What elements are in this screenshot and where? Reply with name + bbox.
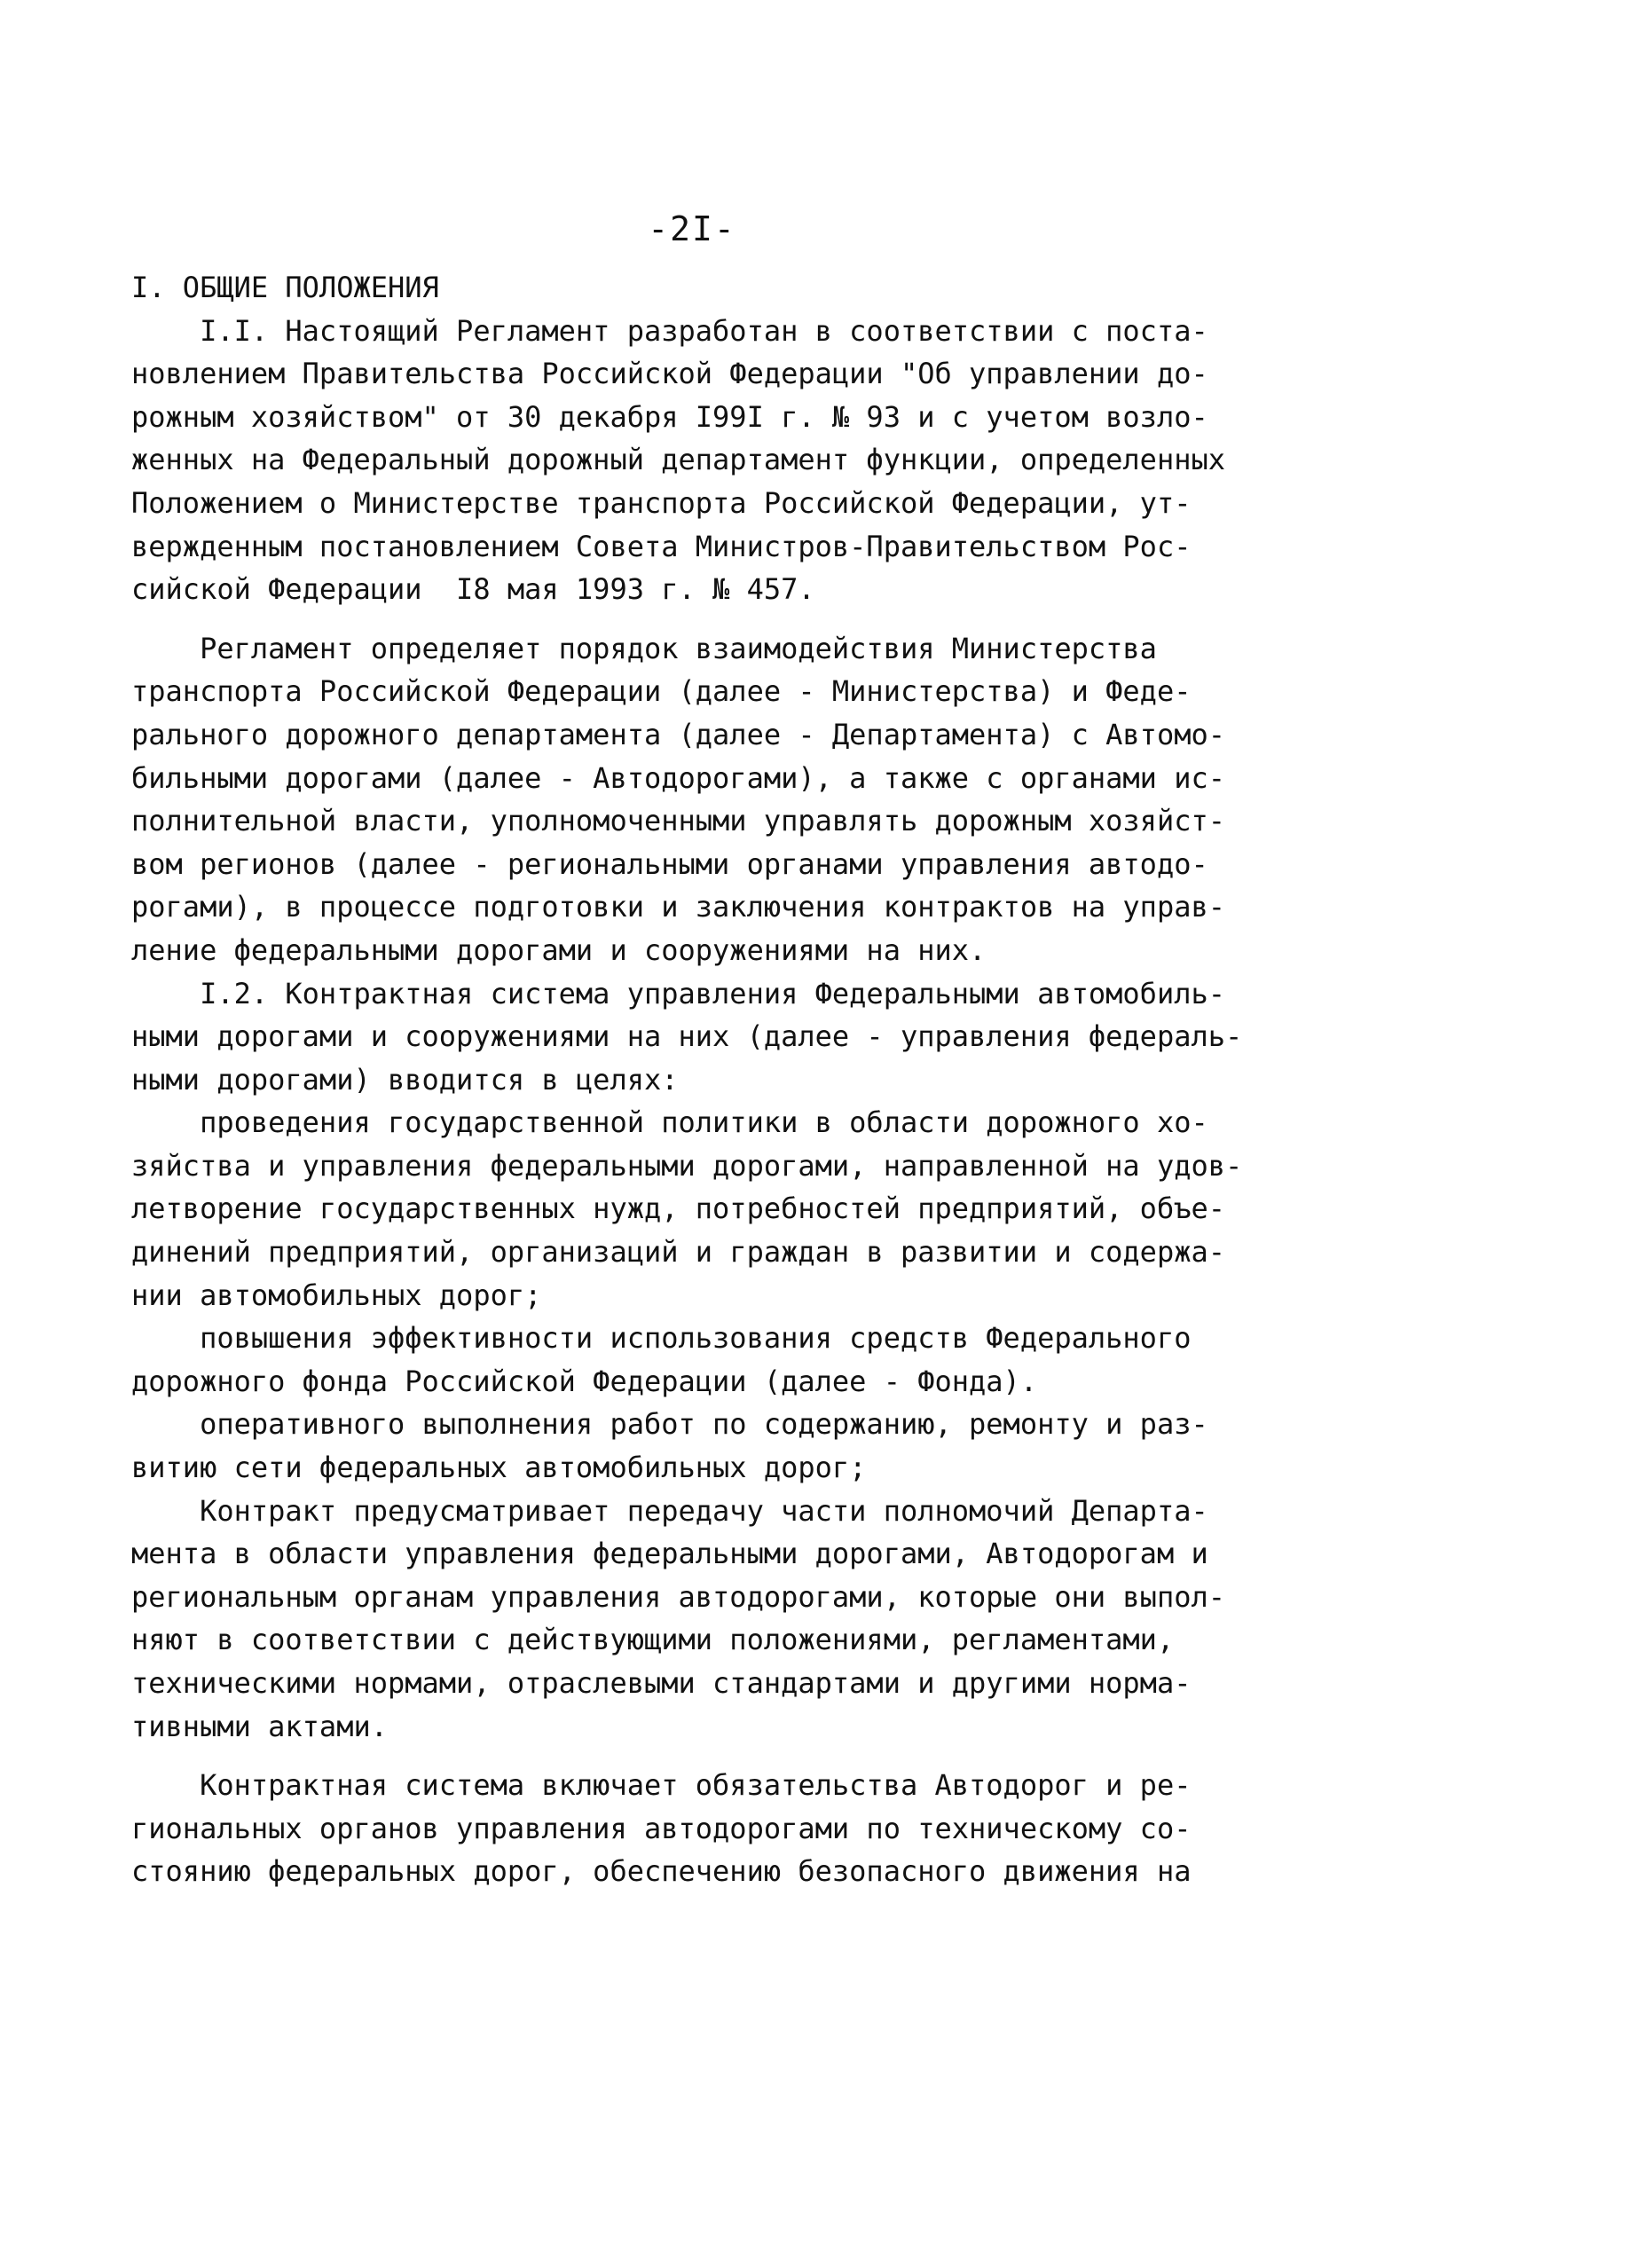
text-line: тивными актами. — [131, 1709, 388, 1743]
text-line: бильными дорогами (далее - Автодорогами), а также с органами ис- — [131, 760, 1225, 795]
text-line: летворение государственных нужд, потребностей предприятий, объе- — [131, 1191, 1225, 1226]
text-line: оперативного выполнения работ по содержанию, ремонту и раз- — [131, 1407, 1208, 1442]
text-line: сийской Федерации I8 мая 1993 г. № 457. — [131, 572, 815, 607]
text-line: нии автомобильных дорог; — [131, 1278, 542, 1312]
text-line: региональным органам управления автодорогами, которые они выпол- — [131, 1579, 1225, 1614]
text-line: рального дорожного департамента (далее - Департамента) с Автомо- — [131, 717, 1225, 751]
text-line: новлением Правительства Российской Федерации "Об управлении до- — [131, 357, 1208, 391]
text-line: I.2. Контрактная система управления Федеральными автомобиль- — [131, 976, 1225, 1011]
paragraph-lines — [131, 310, 1302, 1893]
text-line: Контракт предусматривает передачу части полномочий Департа- — [131, 1493, 1208, 1528]
text-line: рогами), в процессе подготовки и заключения контрактов на управ- — [131, 890, 1225, 924]
text-line: проведения государственной политики в области дорожного хо- — [131, 1105, 1208, 1140]
text-line: рожным хозяйством" от 30 декабря I99I г. № 93 и с учетом возло- — [131, 399, 1208, 434]
text-line: транспорта Российской Федерации (далее - Министерства) и Феде- — [131, 674, 1192, 709]
text-line: зяйства и управления федеральными дорогами, направленной на удов- — [131, 1148, 1243, 1183]
text-line: ление федеральными дорогами и сооружениями на них. — [131, 932, 987, 967]
text-line: полнительной власти, уполномоченными управлять дорожным хозяйст- — [131, 804, 1225, 838]
text-line: женных на Федеральный дорожный департамент функции, определенных — [131, 443, 1225, 477]
text-line: стоянию федеральных дорог, обеспечению безопасного движения на — [131, 1854, 1192, 1889]
text-line: ными дорогами и сооружениями на них (далее - управления федераль- — [131, 1019, 1243, 1054]
text-line: мента в области управления федеральными дорогами, Автодорогам и — [131, 1537, 1208, 1571]
text-line: I.I. Настоящий Регламент разработан в соответствии с поста- — [131, 313, 1208, 348]
text-line: няют в соответствии с действующими положениями, регламентами, — [131, 1623, 1175, 1657]
text-line: вом регионов (далее - региональными органами управления автодо- — [131, 846, 1208, 881]
text-line: вержденным постановлением Совета Министров-Правительством Рос- — [131, 529, 1192, 563]
text-line: ными дорогами) вводится в целях: — [131, 1062, 679, 1097]
text-line: техническими нормами, отраслевыми стандартами и другими норма- — [131, 1666, 1192, 1700]
text-line: витию сети федеральных автомобильных дорог; — [131, 1451, 867, 1485]
text-line: дорожного фонда Российской Федерации (далее - Фонда). — [131, 1364, 1038, 1398]
text-line: Положением о Министерстве транспорта Российской Федерации, ут- — [131, 485, 1192, 520]
body-text — [131, 266, 1302, 1893]
text-line: гиональных органов управления автодорогами по техническому со- — [131, 1811, 1192, 1845]
text-line: повышения эффективности использования средств Федерального — [131, 1321, 1192, 1356]
text-line: динений предприятий, организаций и граждан в развитии и содержа- — [131, 1235, 1225, 1270]
text-line: Регламент определяет порядок взаимодействия Министерства — [131, 631, 1157, 665]
text-line: Контрактная система включает обязательства Автодорог и ре- — [131, 1768, 1192, 1803]
section-title: I. ОБЩИЕ ПОЛОЖЕНИЯ — [131, 271, 439, 304]
page-number: -2I- — [648, 209, 736, 248]
